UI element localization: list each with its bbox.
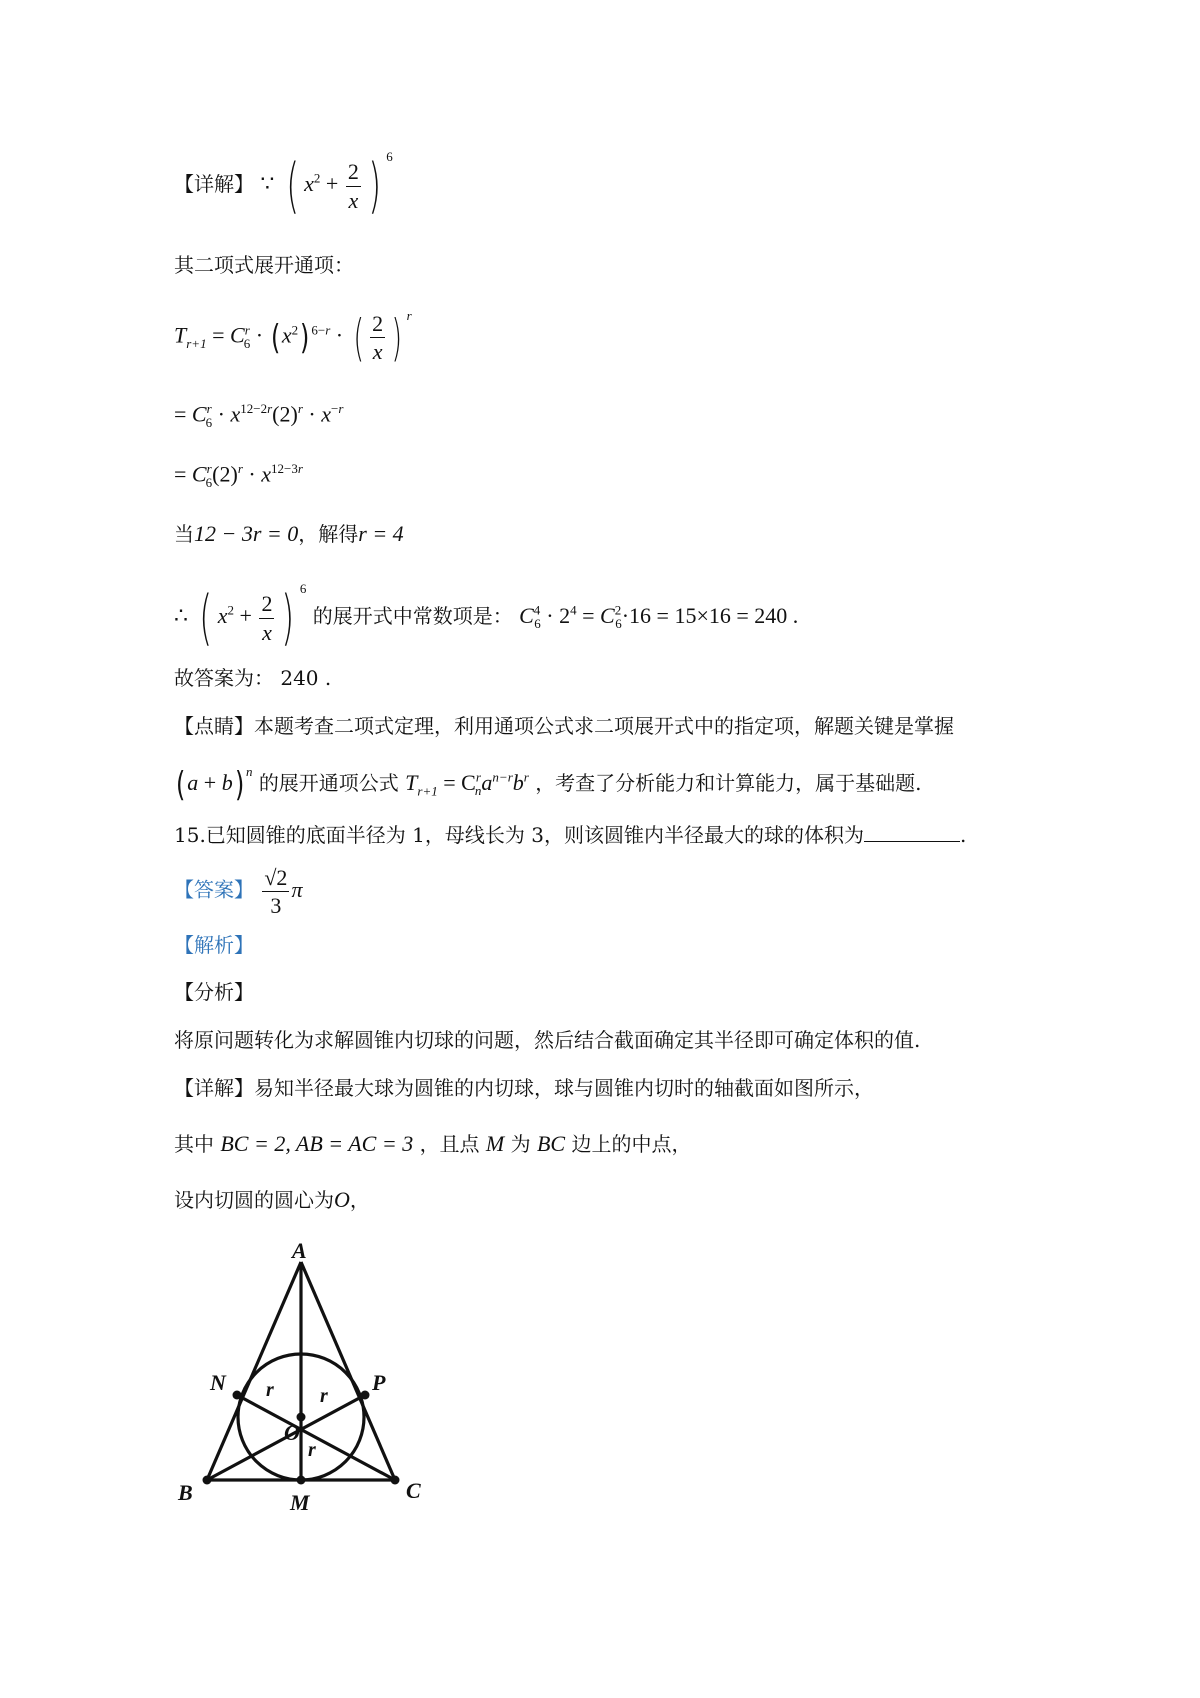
point-p: [361, 1391, 370, 1400]
analysis-label: 【解析】: [174, 933, 254, 957]
detail-line-1: [174, 149, 393, 221]
solution: r = 4: [358, 521, 404, 546]
detail-label: 【详解】: [174, 172, 254, 197]
point-n: [233, 1391, 242, 1400]
answer-line: [174, 866, 302, 917]
label-p: P: [372, 1370, 386, 1395]
answer-blank: [864, 823, 960, 842]
label-o: O: [284, 1420, 300, 1445]
analysis-text: 将原问题转化为求解圆锥内切球的问题，然后结合截面确定其半径即可确定体积的值.: [174, 1028, 921, 1052]
label-r-right: r: [320, 1385, 328, 1407]
point-b: [203, 1476, 212, 1485]
center-line: 设内切圆的圆心为O，: [174, 1187, 370, 1212]
solve-line: 当12 − 3r = 0，解得r = 4: [174, 521, 404, 546]
label-b: B: [178, 1480, 193, 1505]
question-15: 15.已知圆锥的底面半径为 1，母线长为 3，则该圆锥内半径最大的球的体积为 .: [174, 823, 967, 847]
remark-line-2: (a + b) $^n$ 的展开通项公式 $T_{r+1} = C^r_na^{n-r}b^r$ ，考查了分析能力和计算能力，属于基础题.: [175, 763, 922, 805]
detail-line-2: 【详解】易知半径最大球为圆锥的内切球，球与圆锥内切时的轴截面如图所示，: [174, 1076, 874, 1100]
given-line: 其中 BC = 2, AB = AC = 3 ，且点 M 为 BC 边上的中点，: [174, 1131, 692, 1156]
answer-label: 【答案】: [174, 877, 254, 902]
answer-summary: 故答案为： 240 .: [174, 666, 332, 690]
point-m: [297, 1476, 306, 1485]
general-term-formula: $T_{r+1} = C^r_6 \cdot (x^2) ^{6-r}$ · ( $\frac{2}{x}$ ) $^r$: [174, 308, 412, 367]
point-c: [391, 1476, 400, 1485]
answer-value: $\frac{√2}{3}$ π: [264, 865, 303, 919]
label-r-left: r: [266, 1379, 274, 1401]
label-m: M: [290, 1490, 310, 1515]
fenxi-label: 【分析】: [174, 980, 254, 1004]
remark-label: 【点睛】: [174, 714, 254, 738]
binomial-expression: ( $x^2$ + $\frac{2}{x}$ ) $^6$: [285, 149, 393, 221]
remark-line: 【点睛】本题考查二项式定理，利用通项公式求二项展开式中的指定项，解题关键是掌握: [174, 714, 954, 738]
general-term-step-3: = $C^r_6(2)^r \cdot x^{12-3r}$: [174, 461, 303, 490]
equation: 12 − 3r = 0: [194, 521, 299, 546]
label-r-bottom: r: [308, 1439, 316, 1461]
general-term-step-2: = $C^r_6 \cdot x^{12-2r}(2)^r \cdot x^{-r}$: [174, 401, 344, 430]
constant-term-value: $C^4_6 \cdot 2^4 = C^2_6\cdot 16 = 15\times 16 = 240$ .: [519, 602, 799, 632]
general-term-intro: 其二项式展开通项：: [174, 253, 354, 277]
constant-term-line: ∴ ( $x^2$ + $\frac{2}{x}$ ) $^6$ 的展开式中常数项是： $C^4_6 \cdot 2^4 = C^2_6\cdot 16 = 15\times 16 = 240$ .: [174, 581, 799, 653]
label-n: N: [210, 1370, 226, 1395]
label-c: C: [406, 1478, 421, 1503]
label-a: A: [292, 1238, 307, 1263]
because-symbol: ∵: [260, 171, 275, 197]
incircle-diagram: [160, 1230, 480, 1520]
